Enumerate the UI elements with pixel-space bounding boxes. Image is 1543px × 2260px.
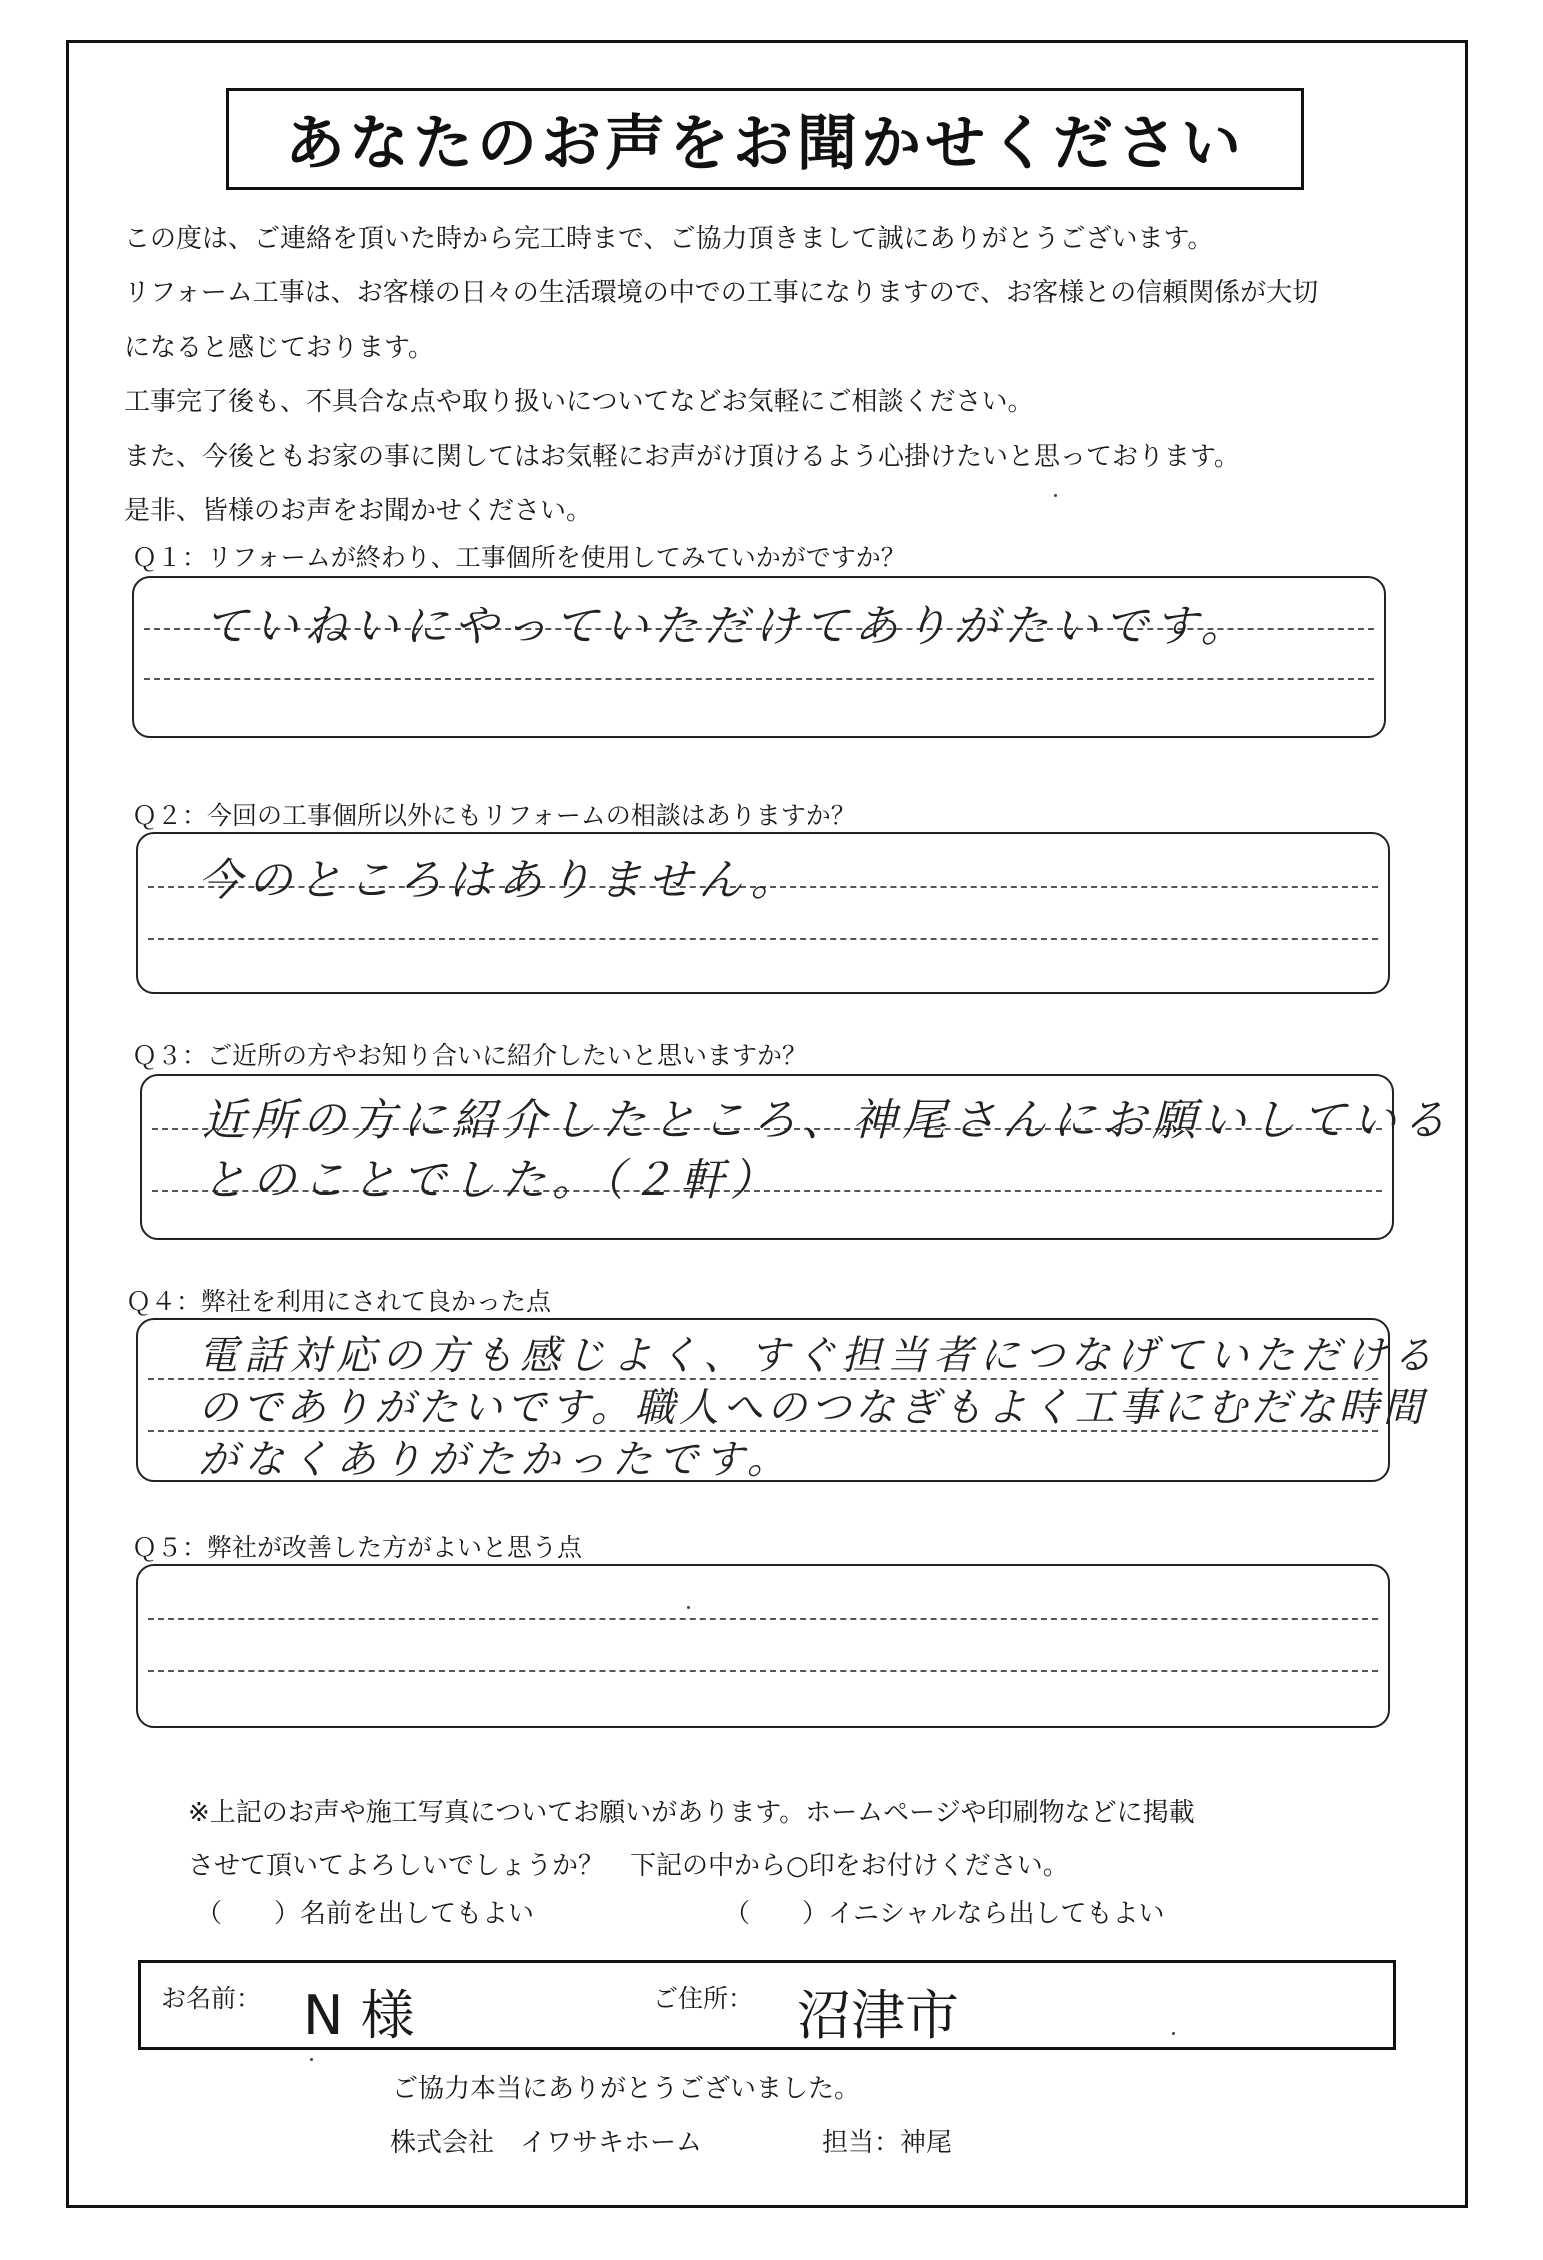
handwritten-answer-3-line-2: とのことでした。（２軒）	[202, 1155, 780, 1206]
question-4-label: Ｑ４：弊社を利用にされて良かった点	[126, 1287, 552, 1316]
answer-line	[148, 938, 1378, 940]
answer-box-2[interactable]	[136, 832, 1390, 994]
scan-speck	[1172, 2032, 1175, 2035]
scan-speck	[687, 1606, 690, 1609]
handwritten-answer-4-line-3: がなくありがたかったです。	[198, 1437, 793, 1483]
address-value[interactable]: 沼津市	[797, 1984, 959, 2047]
handwritten-answer-3-line-1: 近所の方に紹介したところ、神尾さんにお願いしている	[202, 1095, 1452, 1146]
consent-notice-line-1: ※上記のお声や施工写真についてお願いがあります。ホームページや印刷物などに掲載	[188, 1798, 1195, 1828]
question-5-label: Ｑ５：弊社が改善した方がよいと思う点	[132, 1533, 583, 1562]
answer-line	[148, 1618, 1378, 1620]
name-value[interactable]: N 様	[303, 1984, 415, 2047]
scan-speck	[1054, 494, 1057, 497]
intro-line: になると感じております。	[124, 332, 434, 363]
handwritten-answer-4-line-1: 電話対応の方も感じよく、すぐ担当者につなげていただける	[198, 1333, 1439, 1379]
choice-name-ok[interactable]: （ ）名前を出してもよい	[196, 1899, 535, 1929]
intro-line: リフォーム工事は、お客様の日々の生活環境の中での工事になりますので、お客様との信頼関係が大切	[124, 278, 1319, 309]
consent-notice-line-2: させて頂いてよろしいでしょうか？ 下記の中から○印をお付けください。	[188, 1851, 1069, 1881]
answer-box-3[interactable]	[140, 1074, 1452, 1240]
scan-speck	[310, 2058, 313, 2061]
name-label: お名前：	[161, 1984, 262, 2013]
customer-info-box	[138, 1960, 1396, 2050]
answer-box-1[interactable]	[132, 576, 1386, 738]
page-title: あなたのお声をお聞かせください	[285, 109, 1245, 179]
question-3-label: Ｑ３：ご近所の方やお知り合いに紹介したいと思いますか？	[132, 1041, 808, 1070]
intro-text	[124, 212, 1424, 538]
answer-line	[144, 678, 1374, 680]
thanks-text: ご協力本当にありがとうございました。	[392, 2074, 861, 2104]
intro-line: この度は、ご連絡を頂いた時から完工時まで、ご協力頂きまして誠にありがとうございます。	[124, 224, 1214, 254]
staff-name: 担当：神尾	[822, 2128, 953, 2158]
question-1-label: Ｑ１：リフォームが終わり、工事個所を使用してみていかがですか？	[132, 543, 906, 572]
company-name: 株式会社 イワサキホーム	[390, 2128, 703, 2158]
answer-box-5[interactable]	[136, 1564, 1390, 1728]
intro-line: 工事完了後も、不具合な点や取り扱いについてなどお気軽にご相談ください。	[124, 387, 1034, 418]
address-label: ご住所：	[653, 1984, 754, 2013]
answer-box-4[interactable]	[136, 1318, 1439, 1483]
handwritten-answer-4-line-2: のでありがたいです。職人へのつなぎもよく工事にむだな時間	[198, 1385, 1427, 1431]
title-box	[226, 88, 1304, 190]
intro-line: また、今後ともお家の事に関してはお気軽にお声がけ頂けるよう心掛けたいと思っております。	[124, 441, 1240, 472]
choice-initials-ok[interactable]: （ ）イニシャルなら出してもよい	[724, 1899, 1165, 1929]
handwritten-answer-1: ていねいにやっていただけてありがたいです。	[204, 601, 1251, 652]
question-2-label: Ｑ２：今回の工事個所以外にもリフォームの相談はありますか？	[132, 801, 856, 830]
handwritten-answer-2: 今のところはありません。	[198, 855, 801, 906]
answer-line	[148, 1670, 1378, 1672]
intro-line: 是非、皆様のお声をお聞かせください。	[124, 496, 593, 527]
